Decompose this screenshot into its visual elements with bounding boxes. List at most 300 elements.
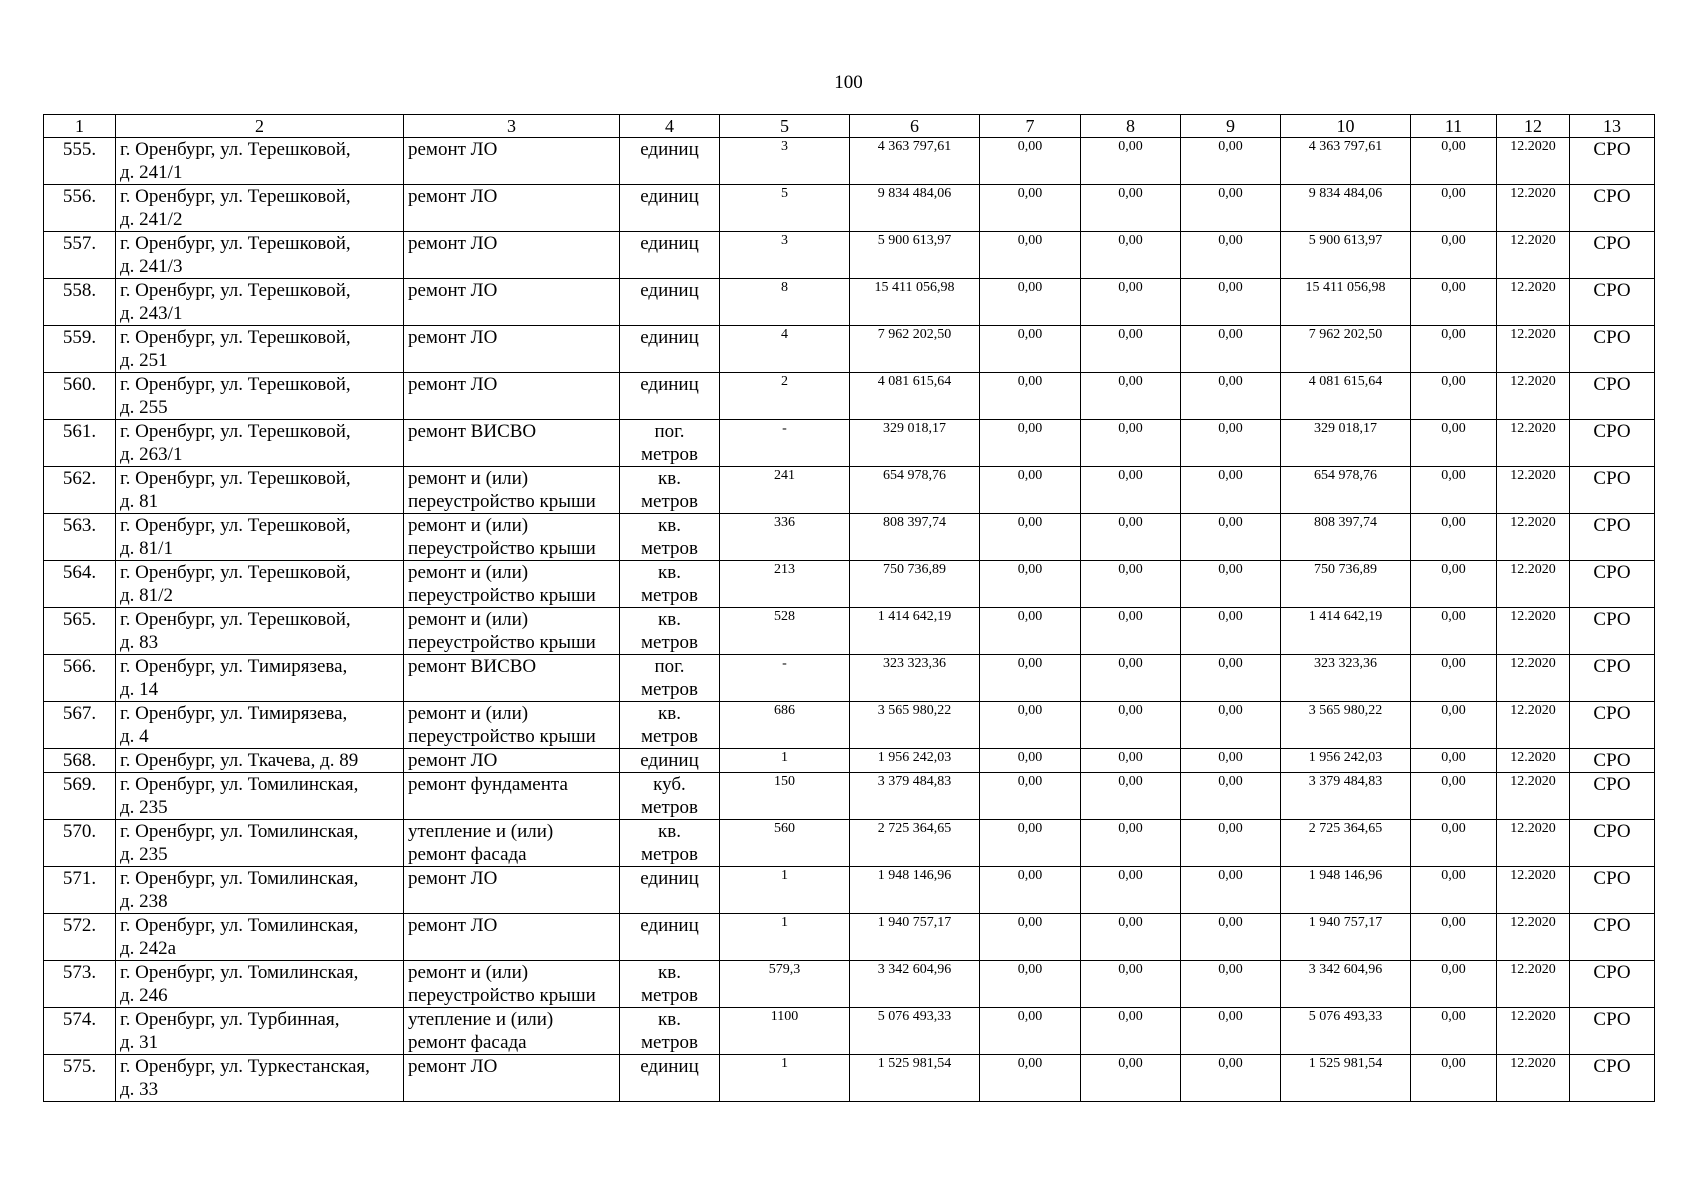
performer-cell [1570, 914, 1655, 961]
address-cell-line: г. Оренбург, ул. Томилинская, [120, 774, 359, 795]
row-number [44, 1055, 116, 1102]
completion-date-cell [1497, 961, 1570, 1008]
quantity-cell-line: 560 [774, 821, 795, 836]
address-cell-line: д. 263/1 [120, 444, 183, 465]
work-type-cell-line: ремонт и (или) [408, 515, 529, 536]
table-row [44, 326, 1655, 373]
address-cell [116, 185, 404, 232]
completion-date-cell-line: 12.2020 [1510, 609, 1556, 624]
total-cost-cell-line: 7 962 202,50 [877, 327, 952, 342]
completion-date-cell [1497, 608, 1570, 655]
work-type-cell-line: ремонт ЛО [408, 280, 498, 301]
performer-cell [1570, 138, 1655, 185]
col7-cell [980, 1055, 1081, 1102]
row-number-line: 556. [62, 186, 97, 207]
completion-date-cell-line: 12.2020 [1510, 821, 1556, 836]
completion-date-cell-line: 12.2020 [1510, 515, 1556, 530]
col11-cell [1411, 232, 1497, 279]
col7-cell [980, 467, 1081, 514]
quantity-cell [720, 867, 850, 914]
quantity-cell [720, 561, 850, 608]
quantity-cell [720, 655, 850, 702]
performer-cell [1570, 420, 1655, 467]
address-cell-line: д. 83 [120, 632, 159, 653]
col10-cell-line: 15 411 056,98 [1305, 280, 1386, 295]
work-type-cell [404, 914, 620, 961]
address-cell [116, 232, 404, 279]
total-cost-cell [850, 1055, 980, 1102]
quantity-cell-line: 336 [774, 515, 795, 530]
col11-cell [1411, 608, 1497, 655]
completion-date-cell [1497, 373, 1570, 420]
col10-cell-line: 5 076 493,33 [1308, 1009, 1383, 1024]
unit-cell [620, 185, 720, 232]
work-type-cell [404, 867, 620, 914]
address-cell-line: д. 235 [120, 844, 168, 865]
unit-cell [620, 608, 720, 655]
address-cell [116, 914, 404, 961]
unit-cell-line: единиц [640, 750, 699, 771]
quantity-cell [720, 1008, 850, 1055]
total-cost-cell [850, 749, 980, 773]
address-cell-line: г. Оренбург, ул. Томилинская, [120, 821, 359, 842]
col9-cell [1181, 655, 1281, 702]
performer-cell-line: СРО [1593, 1009, 1631, 1030]
col9-cell-line: 0,00 [1218, 750, 1243, 765]
table-row [44, 749, 1655, 773]
unit-cell-line: метров [641, 797, 698, 818]
address-cell-line: г. Оренбург, ул. Томилинская, [120, 915, 359, 936]
unit-cell-line: кв. [658, 962, 681, 983]
col11-cell [1411, 820, 1497, 867]
total-cost-cell [850, 655, 980, 702]
quantity-cell-line: 686 [774, 703, 795, 718]
total-cost-cell-line: 4 363 797,61 [877, 139, 952, 154]
row-number [44, 326, 116, 373]
performer-cell [1570, 326, 1655, 373]
col7-cell-line: 0,00 [1017, 139, 1043, 154]
unit-cell-line: метров [641, 444, 698, 465]
total-cost-cell [850, 373, 980, 420]
row-number-line: 572. [62, 915, 97, 936]
col8-cell [1081, 279, 1181, 326]
unit-cell [620, 514, 720, 561]
address-cell-line: д. 81/1 [120, 538, 173, 559]
col11-cell-line: 0,00 [1441, 1009, 1466, 1024]
unit-cell [620, 749, 720, 773]
performer-cell [1570, 702, 1655, 749]
col7-cell-line: 0,00 [1017, 468, 1043, 483]
address-cell-line: г. Оренбург, ул. Терешковой, [120, 515, 351, 536]
work-type-cell [404, 326, 620, 373]
unit-cell-line: кв. [658, 468, 681, 489]
col10-cell-line: 5 900 613,97 [1308, 233, 1383, 248]
col9-cell [1181, 1008, 1281, 1055]
col8-cell-line: 0,00 [1118, 468, 1143, 483]
performer-cell [1570, 820, 1655, 867]
col9-cell-line: 0,00 [1218, 374, 1243, 389]
unit-cell [620, 914, 720, 961]
work-type-cell [404, 1055, 620, 1102]
work-type-cell [404, 514, 620, 561]
col11-cell-line: 0,00 [1441, 774, 1466, 789]
unit-cell-line: единиц [640, 1056, 699, 1077]
completion-date-cell-line: 12.2020 [1510, 915, 1556, 930]
completion-date-cell-line: 12.2020 [1510, 186, 1556, 201]
performer-cell-line: СРО [1593, 374, 1631, 395]
unit-cell-line: единиц [640, 233, 699, 254]
col9-cell [1181, 373, 1281, 420]
completion-date-cell [1497, 232, 1570, 279]
col11-cell-line: 0,00 [1441, 139, 1466, 154]
col7-cell-line: 0,00 [1017, 515, 1043, 530]
col7-cell [980, 561, 1081, 608]
performer-cell [1570, 1055, 1655, 1102]
unit-cell [620, 138, 720, 185]
unit-cell-line: метров [641, 585, 698, 606]
row-number-line: 562. [62, 468, 97, 489]
row-number [44, 279, 116, 326]
completion-date-cell-line: 12.2020 [1510, 1009, 1556, 1024]
table-row [44, 561, 1655, 608]
performer-cell [1570, 608, 1655, 655]
total-cost-cell-line: 1 525 981,54 [877, 1056, 952, 1071]
quantity-cell [720, 702, 850, 749]
col8-cell [1081, 232, 1181, 279]
col7-cell [980, 514, 1081, 561]
col10-cell [1281, 420, 1411, 467]
col11-cell-line: 0,00 [1441, 962, 1466, 977]
unit-cell-line: метров [641, 491, 698, 512]
row-number [44, 749, 116, 773]
unit-cell [620, 961, 720, 1008]
performer-cell-line: СРО [1593, 280, 1631, 301]
quantity-cell [720, 326, 850, 373]
col11-cell [1411, 655, 1497, 702]
col7-cell-line: 0,00 [1017, 656, 1043, 671]
unit-cell-line: единиц [640, 915, 699, 936]
unit-cell-line: единиц [640, 374, 699, 395]
col7-cell [980, 608, 1081, 655]
col11-cell [1411, 773, 1497, 820]
address-cell [116, 373, 404, 420]
total-cost-cell [850, 420, 980, 467]
unit-cell [620, 467, 720, 514]
unit-cell-line: пог. [654, 656, 685, 677]
col8-cell-line: 0,00 [1118, 868, 1143, 883]
unit-cell-line: единиц [640, 186, 699, 207]
col11-cell [1411, 138, 1497, 185]
col9-cell-line: 0,00 [1218, 327, 1243, 342]
completion-date-cell-line: 12.2020 [1510, 868, 1556, 883]
completion-date-cell [1497, 702, 1570, 749]
address-cell [116, 773, 404, 820]
quantity-cell [720, 373, 850, 420]
work-type-cell-line: переустройство крыши [408, 632, 596, 653]
column-header-12: 12 [1497, 115, 1570, 138]
col10-cell [1281, 961, 1411, 1008]
total-cost-cell-line: 808 397,74 [883, 515, 946, 530]
table-row [44, 138, 1655, 185]
performer-cell-line: СРО [1593, 515, 1631, 536]
total-cost-cell-line: 1 956 242,03 [877, 750, 952, 765]
work-type-cell-line: ремонт фасада [408, 1032, 527, 1053]
quantity-cell-line: 4 [781, 327, 788, 342]
col8-cell-line: 0,00 [1118, 327, 1143, 342]
unit-cell [620, 867, 720, 914]
total-cost-cell [850, 185, 980, 232]
row-number [44, 138, 116, 185]
total-cost-cell-line: 1 940 757,17 [877, 915, 952, 930]
address-cell-line: г. Оренбург, ул. Ткачева, д. 89 [120, 750, 359, 771]
work-type-cell [404, 773, 620, 820]
column-header-7: 7 [980, 115, 1081, 138]
total-cost-cell [850, 961, 980, 1008]
row-number-line: 557. [62, 233, 97, 254]
table-row [44, 232, 1655, 279]
col10-cell [1281, 1055, 1411, 1102]
total-cost-cell-line: 3 379 484,83 [877, 774, 952, 789]
completion-date-cell-line: 12.2020 [1510, 374, 1556, 389]
col8-cell [1081, 1008, 1181, 1055]
unit-cell [620, 820, 720, 867]
col9-cell [1181, 279, 1281, 326]
unit-cell [620, 1055, 720, 1102]
column-header-9: 9 [1181, 115, 1281, 138]
col7-cell-line: 0,00 [1017, 186, 1043, 201]
address-cell [116, 1055, 404, 1102]
performer-cell-line: СРО [1593, 562, 1631, 583]
col7-cell [980, 773, 1081, 820]
address-cell-line: г. Оренбург, ул. Терешковой, [120, 186, 351, 207]
column-header-3: 3 [404, 115, 620, 138]
address-cell-line: д. 241/1 [120, 162, 183, 183]
col7-cell-line: 0,00 [1017, 915, 1043, 930]
col7-cell [980, 326, 1081, 373]
col8-cell [1081, 420, 1181, 467]
col11-cell-line: 0,00 [1441, 562, 1466, 577]
col8-cell-line: 0,00 [1118, 1056, 1143, 1071]
row-number [44, 185, 116, 232]
row-number-line: 564. [62, 562, 97, 583]
col8-cell [1081, 773, 1181, 820]
col11-cell [1411, 867, 1497, 914]
address-cell-line: д. 4 [120, 726, 149, 747]
col8-cell [1081, 467, 1181, 514]
col10-cell [1281, 867, 1411, 914]
address-cell-line: г. Оренбург, ул. Терешковой, [120, 280, 351, 301]
quantity-cell [720, 1055, 850, 1102]
address-cell [116, 326, 404, 373]
unit-cell [620, 773, 720, 820]
col8-cell [1081, 702, 1181, 749]
completion-date-cell [1497, 1055, 1570, 1102]
col10-cell-line: 1 525 981,54 [1308, 1056, 1383, 1071]
table-row [44, 655, 1655, 702]
completion-date-cell [1497, 1008, 1570, 1055]
work-type-cell [404, 138, 620, 185]
address-cell-line: г. Оренбург, ул. Терешковой, [120, 233, 351, 254]
col10-cell [1281, 655, 1411, 702]
col10-cell-line: 808 397,74 [1314, 515, 1377, 530]
col10-cell [1281, 232, 1411, 279]
col10-cell-line: 3 379 484,83 [1308, 774, 1383, 789]
col11-cell-line: 0,00 [1441, 1056, 1466, 1071]
col11-cell [1411, 467, 1497, 514]
completion-date-cell-line: 12.2020 [1510, 562, 1556, 577]
unit-cell [620, 420, 720, 467]
col9-cell [1181, 749, 1281, 773]
col11-cell-line: 0,00 [1441, 327, 1466, 342]
table-row [44, 914, 1655, 961]
total-cost-cell [850, 867, 980, 914]
unit-cell-line: единиц [640, 868, 699, 889]
address-cell-line: г. Оренбург, ул. Терешковой, [120, 139, 351, 160]
performer-cell [1570, 467, 1655, 514]
table-row [44, 820, 1655, 867]
completion-date-cell-line: 12.2020 [1510, 280, 1556, 295]
col8-cell-line: 0,00 [1118, 750, 1143, 765]
address-cell-line: д. 243/1 [120, 303, 183, 324]
col10-cell-line: 654 978,76 [1314, 468, 1377, 483]
quantity-cell [720, 914, 850, 961]
performer-cell-line: СРО [1593, 962, 1631, 983]
completion-date-cell-line: 12.2020 [1510, 327, 1556, 342]
column-header-6: 6 [850, 115, 980, 138]
performer-cell-line: СРО [1593, 915, 1631, 936]
col11-cell-line: 0,00 [1441, 821, 1466, 836]
col11-cell [1411, 561, 1497, 608]
col7-cell [980, 420, 1081, 467]
quantity-cell-line: - [782, 421, 787, 436]
row-number [44, 820, 116, 867]
col7-cell [980, 961, 1081, 1008]
work-type-cell [404, 655, 620, 702]
page-number: 100 [834, 72, 863, 93]
work-type-cell-line: ремонт ЛО [408, 139, 498, 160]
unit-cell-line: единиц [640, 139, 699, 160]
address-cell-line: д. 31 [120, 1032, 159, 1053]
work-type-cell-line: ремонт ЛО [408, 374, 498, 395]
row-number-line: 563. [62, 515, 97, 536]
quantity-cell-line: 1 [781, 915, 788, 930]
col11-cell [1411, 702, 1497, 749]
col7-cell [980, 749, 1081, 773]
row-number-line: 565. [62, 609, 97, 630]
col10-cell [1281, 749, 1411, 773]
col10-cell [1281, 326, 1411, 373]
address-cell-line: д. 33 [120, 1079, 159, 1100]
col9-cell-line: 0,00 [1218, 139, 1243, 154]
quantity-cell-line: 1 [781, 750, 788, 765]
column-header-13: 13 [1570, 115, 1655, 138]
header-row [44, 115, 1655, 138]
col9-cell-line: 0,00 [1218, 656, 1243, 671]
address-cell-line: д. 251 [120, 350, 168, 371]
col9-cell [1181, 420, 1281, 467]
table-row [44, 420, 1655, 467]
column-header-1: 1 [44, 115, 116, 138]
col8-cell [1081, 961, 1181, 1008]
performer-cell [1570, 561, 1655, 608]
col8-cell-line: 0,00 [1118, 139, 1143, 154]
col9-cell [1181, 232, 1281, 279]
col7-cell-line: 0,00 [1017, 374, 1043, 389]
col9-cell-line: 0,00 [1218, 915, 1243, 930]
total-cost-cell-line: 3 342 604,96 [877, 962, 952, 977]
total-cost-cell [850, 773, 980, 820]
unit-cell-line: кв. [658, 562, 681, 583]
col9-cell-line: 0,00 [1218, 233, 1243, 248]
col7-cell [980, 279, 1081, 326]
col11-cell-line: 0,00 [1441, 233, 1466, 248]
col9-cell [1181, 867, 1281, 914]
total-cost-cell-line: 15 411 056,98 [874, 280, 955, 295]
col10-cell-line: 329 018,17 [1314, 421, 1377, 436]
col7-cell-line: 0,00 [1017, 774, 1043, 789]
work-type-cell-line: ремонт ЛО [408, 750, 498, 771]
work-type-cell [404, 232, 620, 279]
unit-cell-line: метров [641, 985, 698, 1006]
address-cell [116, 467, 404, 514]
work-type-cell-line: ремонт фундамента [408, 774, 568, 795]
col11-cell-line: 0,00 [1441, 656, 1466, 671]
unit-cell [620, 1008, 720, 1055]
col8-cell [1081, 514, 1181, 561]
quantity-cell [720, 820, 850, 867]
address-cell-line: г. Оренбург, ул. Терешковой, [120, 327, 351, 348]
col8-cell [1081, 185, 1181, 232]
completion-date-cell [1497, 561, 1570, 608]
unit-cell [620, 702, 720, 749]
col8-cell-line: 0,00 [1118, 1009, 1143, 1024]
completion-date-cell-line: 12.2020 [1510, 233, 1556, 248]
quantity-cell [720, 467, 850, 514]
col7-cell [980, 914, 1081, 961]
row-number [44, 373, 116, 420]
col11-cell [1411, 1055, 1497, 1102]
unit-cell-line: кв. [658, 609, 681, 630]
work-type-cell-line: ремонт ЛО [408, 186, 498, 207]
unit-cell [620, 373, 720, 420]
completion-date-cell [1497, 749, 1570, 773]
row-number [44, 561, 116, 608]
row-number-line: 559. [62, 327, 97, 348]
col8-cell-line: 0,00 [1118, 703, 1143, 718]
address-cell-line: г. Оренбург, ул. Терешковой, [120, 468, 351, 489]
row-number [44, 914, 116, 961]
completion-date-cell [1497, 138, 1570, 185]
table-row [44, 702, 1655, 749]
row-number [44, 232, 116, 279]
col9-cell-line: 0,00 [1218, 515, 1243, 530]
column-header-11: 11 [1411, 115, 1497, 138]
col10-cell-line: 9 834 484,06 [1308, 186, 1383, 201]
row-number-line: 567. [62, 703, 97, 724]
unit-cell-line: пог. [654, 421, 685, 442]
total-cost-cell-line: 323 323,36 [883, 656, 946, 671]
col10-cell-line: 323 323,36 [1314, 656, 1377, 671]
quantity-cell [720, 514, 850, 561]
col10-cell-line: 2 725 364,65 [1308, 821, 1383, 836]
col8-cell-line: 0,00 [1118, 609, 1143, 624]
column-header-10: 10 [1281, 115, 1411, 138]
performer-cell [1570, 232, 1655, 279]
total-cost-cell-line: 329 018,17 [883, 421, 946, 436]
quantity-cell-line: 5 [781, 186, 788, 201]
address-cell [116, 702, 404, 749]
col11-cell [1411, 279, 1497, 326]
